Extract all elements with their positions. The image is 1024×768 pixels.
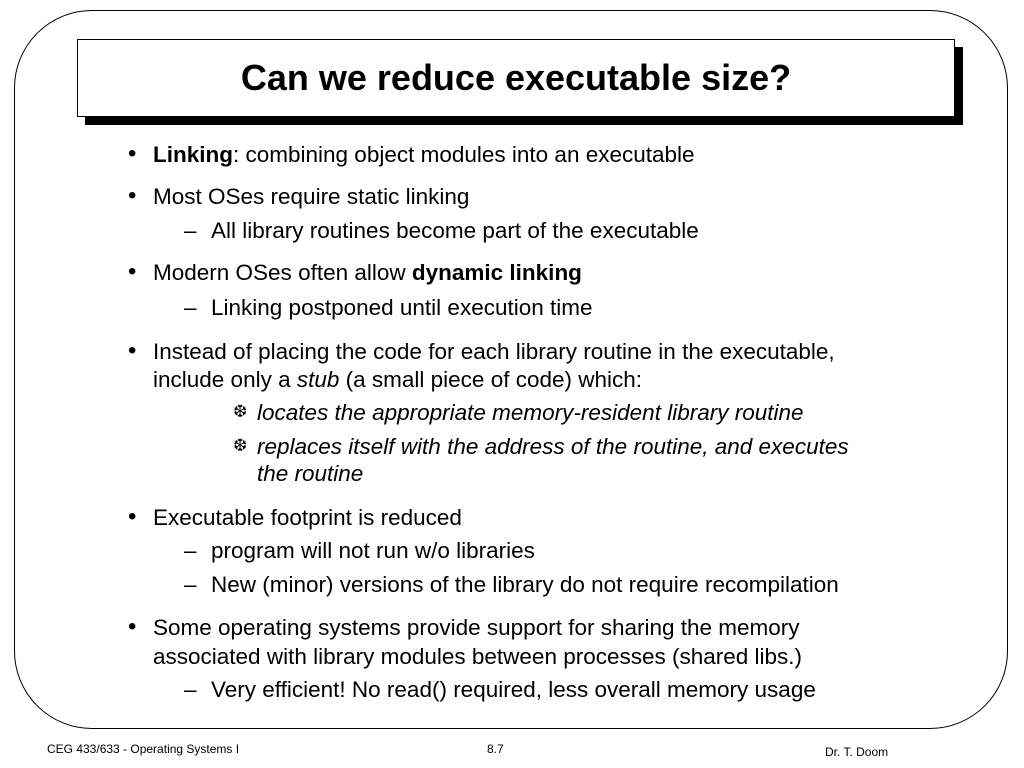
point-6-line-2: associated with library modules between processes (shared libs.) xyxy=(153,644,803,669)
slide-title: Can we reduce executable size? xyxy=(240,57,792,98)
point-4-text-a: include only a xyxy=(153,367,297,392)
bullet-marker: • xyxy=(128,258,137,285)
footer-page-number: 8.7 xyxy=(487,742,504,756)
dash-marker: – xyxy=(184,218,197,243)
point-5-sub-2: New (minor) versions of the library do not require recompilation xyxy=(211,572,839,597)
point-4-sub-2-line-1: replaces itself with the address of the routine, and executes xyxy=(257,434,849,459)
point-3-text: Modern OSes often allow xyxy=(153,260,412,285)
footer-author: Dr. T. Doom xyxy=(825,745,889,759)
point-6-sub-1: Very efficient! No read() required, less overall memory usage xyxy=(211,677,816,702)
point-1-text: : combining object modules into an executable xyxy=(233,142,695,167)
dash-marker: – xyxy=(184,295,197,320)
point-5: Executable footprint is reduced xyxy=(153,505,462,530)
point-4-line-2 xyxy=(153,366,642,394)
point-4-text-b: (a small piece of code) which: xyxy=(339,367,643,392)
bullet-marker: • xyxy=(128,503,137,530)
point-2-sub-1: All library routines become part of the executable xyxy=(211,218,699,243)
point-4-sub-2-line-2: the routine xyxy=(257,461,364,486)
point-5-sub-1: program will not run w/o libraries xyxy=(211,538,535,563)
point-4-stub: stub xyxy=(296,367,340,392)
point-3-sub-1: Linking postponed until execution time xyxy=(211,295,593,320)
point-2: Most OSes require static linking xyxy=(153,184,470,209)
footer-course: CEG 433/633 - Operating Systems I xyxy=(47,742,240,756)
bullet-marker: • xyxy=(128,613,137,640)
point-3-term: dynamic linking xyxy=(411,260,582,285)
point-4-sub-1: locates the appropriate memory-resident library routine xyxy=(257,400,804,425)
point-4-line-1: Instead of placing the code for each library routine in the executable, xyxy=(153,339,835,364)
dash-marker: – xyxy=(184,572,197,597)
bullet-marker: • xyxy=(128,140,137,167)
dash-marker: – xyxy=(184,677,197,702)
point-1-term: Linking xyxy=(153,142,233,167)
snowflake-icon: ❆ xyxy=(233,402,248,422)
point-3 xyxy=(153,259,582,287)
snowflake-icon: ❆ xyxy=(233,436,248,456)
point-1 xyxy=(153,141,695,169)
bullet-marker: • xyxy=(128,182,137,209)
point-6-line-1: Some operating systems provide support for sharing the memory xyxy=(153,615,800,640)
bullet-marker: • xyxy=(128,337,137,364)
dash-marker: – xyxy=(184,538,197,563)
